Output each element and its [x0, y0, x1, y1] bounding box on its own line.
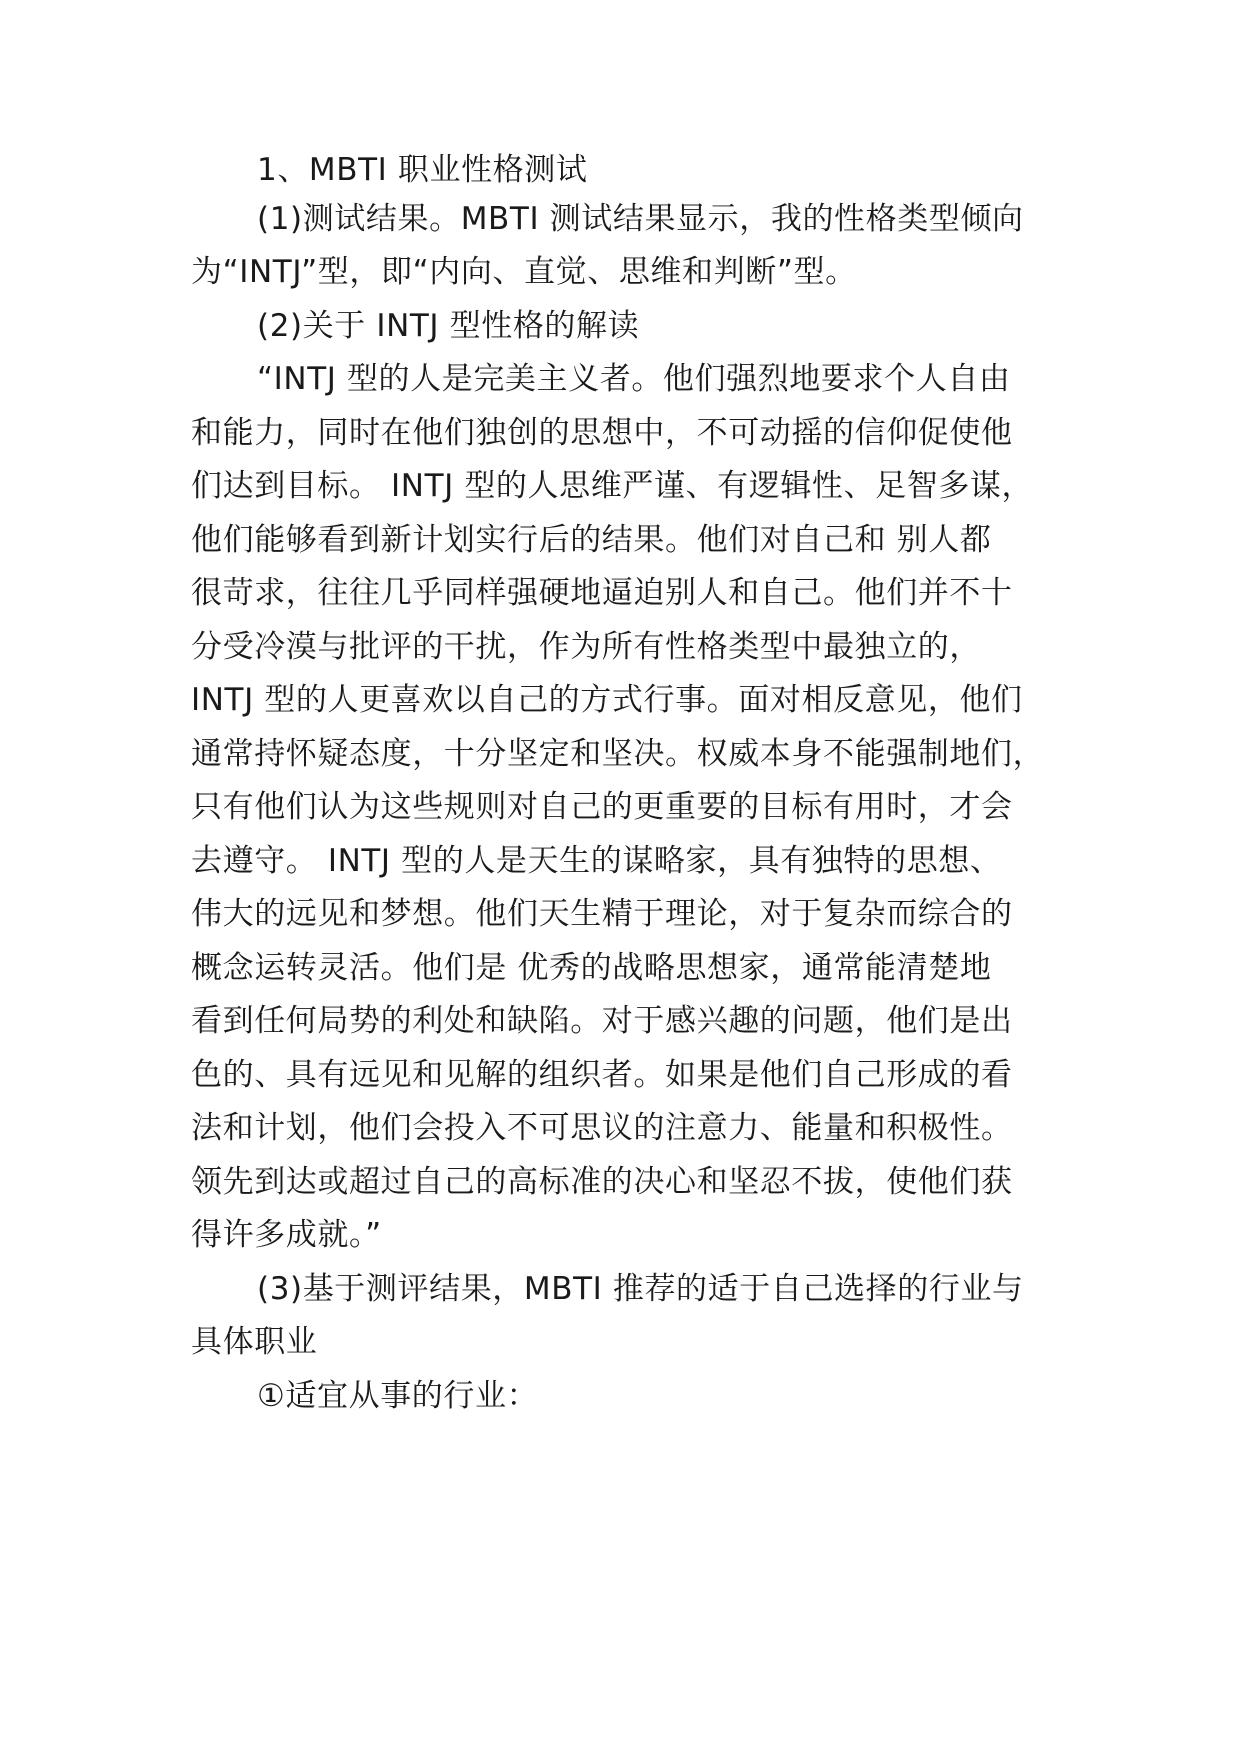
quote-line-1: “INTJ 型的人是完美主义者。他们强烈地要求个人自由 [257, 361, 1011, 397]
section2-title: (2)关于 INTJ 型性格的解读 [257, 308, 640, 344]
quote-line-4: 他们能够看到新计划实行后的结果。他们对自己和 别人都 [191, 522, 992, 558]
quote-line-16: 领先到达或超过自己的高标准的决心和坚忍不拔，使他们获 [191, 1164, 1013, 1200]
quote-line-9: 只有他们认为这些规则对自己的更重要的目标有用时，才会 [191, 789, 1013, 825]
quote-line-11: 伟大的远见和梦想。他们天生精于理论，对于复杂而综合的 [191, 896, 1013, 932]
quote-line-3: 们达到目标。 INTJ 型的人思维严谨、有逻辑性、足智多谋， [191, 468, 1034, 504]
quote-line-10: 去遵守。 INTJ 型的人是天生的谋略家，具有独特的思想、 [191, 843, 1002, 879]
quote-line-8: 通常持怀疑态度，十分坚定和坚决。权威本身不能强制地们， [191, 736, 1045, 772]
quote-line-7: INTJ 型的人更喜欢以自己的方式行事。面对相反意见，他们 [191, 682, 1023, 718]
quote-line-14: 色的、具有远见和见解的组织者。如果是他们自己形成的看 [191, 1057, 1013, 1093]
section3-line-2: 具体职业 [191, 1324, 318, 1360]
quote-line-17: 得许多成就。” [191, 1217, 382, 1253]
quote-line-12: 概念运转灵活。他们是 优秀的战略思想家，通常能清楚地 [191, 950, 992, 986]
section1-line-1: (1)测试结果。MBTI 测试结果显示，我的性格类型倾向 [257, 201, 1024, 237]
item1-industries: ①适宜从事的行业： [257, 1378, 539, 1414]
heading-mbti-test: 1、MBTI 职业性格测试 [257, 152, 588, 188]
quote-line-5: 很苛求，往往几乎同样强硬地逼迫别人和自己。他们并不十 [191, 575, 1013, 611]
quote-line-15: 法和计划，他们会投入不可思议的注意力、能量和积极性。 [191, 1110, 1013, 1146]
section3-line-1: (3)基于测评结果，MBTI 推荐的适于自己选择的行业与 [257, 1271, 1024, 1307]
quote-line-13: 看到任何局势的利处和缺陷。对于感兴趣的问题，他们是出 [191, 1003, 1013, 1039]
quote-line-2: 和能力，同时在他们独创的思想中，不可动摇的信仰促使他 [191, 415, 1013, 451]
section1-line-2: 为“INTJ”型，即“内向、直觉、思维和判断”型。 [191, 254, 857, 290]
quote-line-6: 分受冷漠与批评的干扰，作为所有性格类型中最独立的， [191, 629, 981, 665]
